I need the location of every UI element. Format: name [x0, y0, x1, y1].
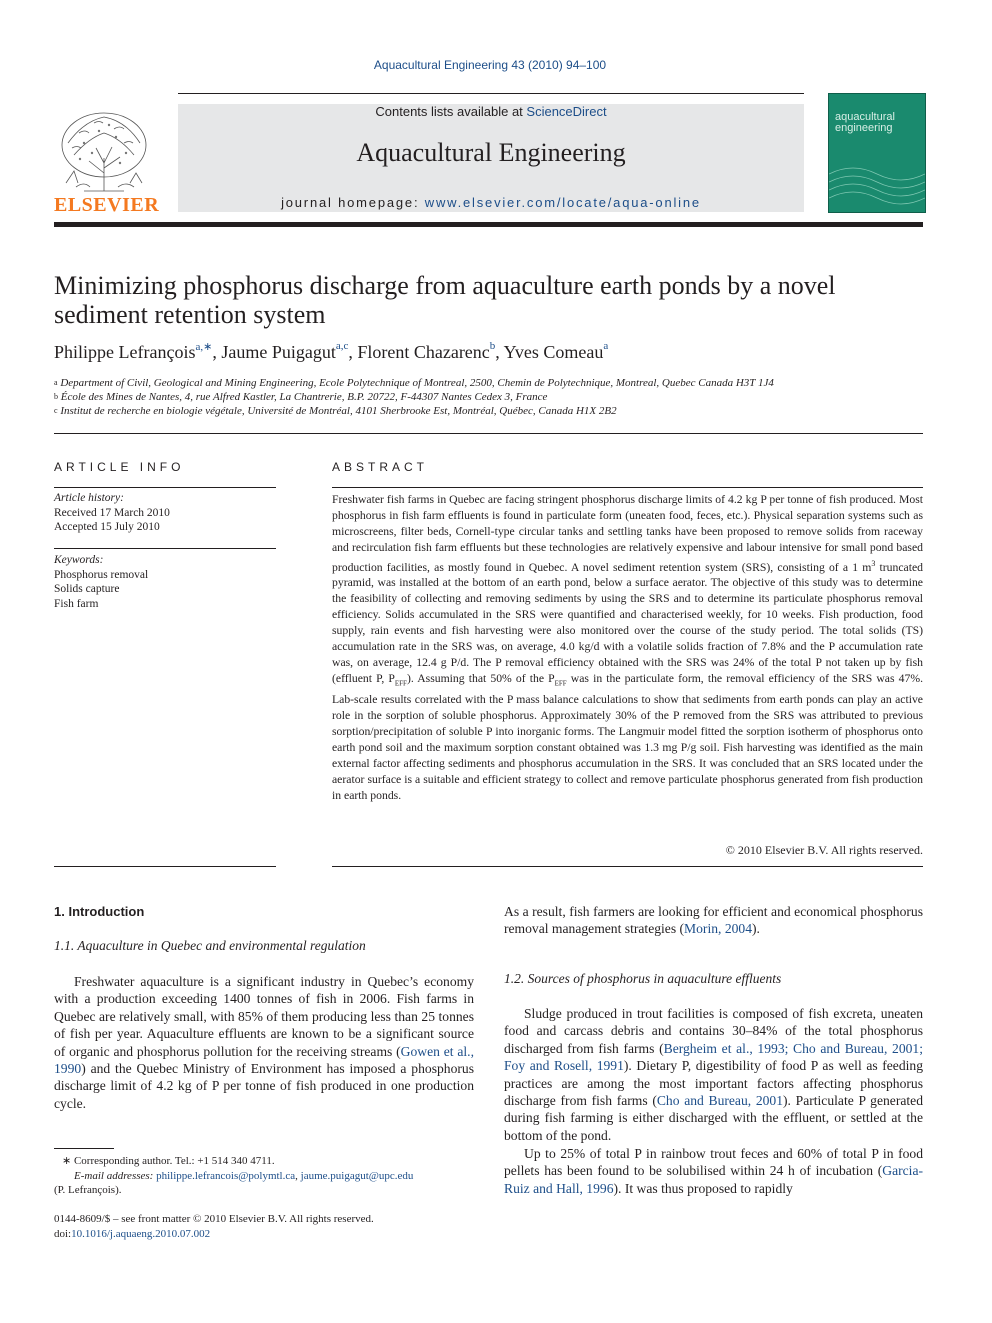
- author-separator: ,: [212, 342, 222, 362]
- banner-top-rule: [178, 93, 804, 94]
- subsection-heading-1-1: 1.1. Aquaculture in Quebec and environmental regulation: [54, 938, 366, 953]
- cover-title: [835, 112, 921, 134]
- abstract-segment: truncated pyramid, was installed at the bottom of an earth pond, below a surface aerator. The objective of this study was to determine the feasibility of collecting and removing sediments by using the SRS and to determine its particulate phosphorus removal efficiency. Solids accumulated in the SRS were quantified and characterised weekly, for 10 weeks. Fish production, food supply, rain events and fish harvesting were also monitored over the course of the study period. The total solids (TS) accumulation rate in the SRS was, on average, 4.0 kg/d with a volatile solids fraction of 7.8% and the P accumulation rate was, on average, 12.4 g P/d. The P removal efficiency obtained with the SRS was 24% of the total P not taken up by fish (effluent P, P: [332, 560, 923, 685]
- doi-label: doi:: [54, 1228, 72, 1240]
- front-matter-info: [54, 1212, 474, 1242]
- homepage-link[interactable]: www.elsevier.com/locate/aqua-online: [424, 195, 701, 210]
- paragraph-text: ). It was thus proposed to rapidly: [613, 1180, 793, 1196]
- article-info-rule: [54, 487, 276, 488]
- author-affil-marker[interactable]: a: [603, 340, 609, 352]
- issn-line: 0144-8609/$ – see front matter © 2010 Elsevier B.V. All rights reserved.: [54, 1213, 374, 1225]
- affiliation-text: Institut de recherche en biologie végétale, Université de Montréal, 4101 Sherbrooke Est, Montréal, Québec, Canada H1X 2B2: [60, 405, 617, 417]
- paragraph-text: As a result, fish farmers are looking for efficient and economical phosphorus removal management strategies (: [504, 904, 923, 937]
- contents-prefix: Contents lists available at: [375, 104, 527, 119]
- body-paragraph: [504, 1145, 923, 1197]
- body-paragraph: [504, 903, 923, 938]
- abstract-subscript: EFF: [394, 679, 407, 688]
- journal-homepage-line: [178, 195, 804, 210]
- affiliation-item: [54, 376, 923, 390]
- paragraph-text: Freshwater aquaculture is a significant industry in Quebec’s economy with a production exceeding 1400 tonnes of fish in 2006. Fish farms in Quebec are relatively small, with 85% of them producing less than 25 tonnes of fish per year. Aquaculture effluents are known to be a significant source of organic and phosphorus pollution for the receiving streams (: [54, 974, 474, 1059]
- author-affil-marker[interactable]: a,∗: [195, 341, 213, 353]
- affiliation-key: a: [54, 378, 58, 387]
- abstract-text: [332, 492, 923, 803]
- article-info-bottom-rule: [54, 866, 276, 867]
- paragraph-text: Sludge produced in trout facilities is composed of fish excreta, uneaten food and carcass debris and contains 30–84% of the total phosphorus discharged from fish farms (: [504, 1006, 923, 1056]
- author-list: [54, 342, 923, 363]
- affiliation-key: c: [54, 406, 58, 415]
- affiliation-rule: [54, 433, 923, 434]
- email-separator: ,: [295, 1169, 301, 1182]
- paragraph-text: ) and the Quebec Ministry of Environment has imposed a phosphorus discharge limit of 4.2 kg of P per tonne of fish produced in one production cycle.: [54, 1061, 474, 1111]
- abstract-subscript: EFF: [554, 679, 567, 688]
- doi-link[interactable]: 10.1016/j.aquaeng.2010.07.002: [71, 1228, 211, 1240]
- email-label: E-mail addresses:: [74, 1169, 157, 1182]
- corresponding-author-footnote: [54, 1154, 474, 1198]
- keywords-block: [54, 553, 276, 611]
- author-separator: ,: [495, 342, 504, 362]
- abstract-heading: ABSTRACT: [332, 460, 429, 474]
- author-name[interactable]: Jaume Puigagut: [221, 342, 336, 362]
- cover-title-line1: aquacultural: [835, 111, 895, 123]
- copyright-notice: © 2010 Elsevier B.V. All rights reserved.: [725, 843, 923, 857]
- article-info-heading: ARTICLE INFO: [54, 460, 185, 474]
- history-label: Article history:: [54, 492, 124, 504]
- subsection-heading-1-2: 1.2. Sources of phosphorus in aquaculture effluents: [504, 971, 782, 986]
- received-date: Received 17 March 2010: [54, 506, 170, 519]
- paragraph-text: Up to 25% of total P in rainbow trout feces and 60% of total P in food pellets has been found to be solubilised within 24 h of incubation (: [504, 1146, 923, 1179]
- affiliation-list: [54, 376, 923, 418]
- journal-reference[interactable]: Aquacultural Engineering 43 (2010) 94–100: [373, 58, 607, 72]
- paragraph-text: ). Dietary P, digestibility of food P as well as feeding practices are among the most important factors affecting phosphorus discharge from fish farms (: [504, 1058, 923, 1109]
- homepage-prefix: journal homepage:: [281, 195, 425, 210]
- footnote-rule: [54, 1148, 114, 1149]
- article-history: [54, 491, 276, 535]
- email-line: [54, 1169, 474, 1184]
- abstract-segment: was in the particulate form, the removal efficiency of the SRS was 47%. Lab-scale results correlated with the P mass balance calculations to show that sediments from earth ponds can play an active role in the sorption of soluble phosphorus. Approximately 30% of the P removed from the SRS was attributed to previous sorption/precipitation of soluble P into inorganic forms. The Langmuir model fitted the sorption isotherm of phosphorus onto earth pond soil and the maximum sorption constant obtained was 1.3 mg P/g soil. Fish harvesting was identified as the main external factor affecting sediments and phosphorus accumulation in the SRS. It was concluded that an SRS located under the aerator surface is a suitable and efficient strategy to collect and remove particulate phosphorus generated from fish production in earth ponds.: [332, 671, 923, 802]
- elsevier-wordmark: ELSEVIER: [54, 194, 160, 216]
- abstract-superscript: 3: [871, 558, 876, 568]
- author-name[interactable]: Philippe Lefrançois: [54, 342, 196, 362]
- citation-link[interactable]: Morin, 2004: [684, 921, 753, 937]
- email-link[interactable]: philippe.lefrancois@polymtl.ca: [156, 1169, 296, 1182]
- abstract-segment: Freshwater fish farms in Quebec are facing stringent phosphorus discharge limits of 4.2 kg P per tonne of fish produced. Most phosphorus in fish farm effluents is found in particulate form (uneaten food, feces, etc.). Physical separation systems such as microscreens, filter beds, Cornell-type circular tanks and settling tanks have been proposed to remove solids from raceway and recirculation fish farm effluents but these technologies are relatively expensive and labour intensive for small pond based production facilities, as mostly found in Quebec. A novel sediment retention system (SRS), consisting of a 1 m: [332, 493, 923, 574]
- email-link[interactable]: jaume.puigagut@upc.edu: [300, 1169, 414, 1182]
- accepted-date: Accepted 15 July 2010: [54, 521, 160, 533]
- journal-name: Aquacultural Engineering: [356, 138, 626, 167]
- paragraph-text: ). Particulate P generated during fish farming is either discharged with the effluent, or settled at the bottom of the pond.: [504, 1093, 924, 1143]
- article-info-rule: [54, 548, 276, 549]
- author-name[interactable]: Yves Comeau: [503, 342, 604, 362]
- abstract-bottom-rule: [332, 866, 923, 867]
- citation-link[interactable]: Cho and Bureau, 2001: [656, 1093, 784, 1109]
- doi-line: [54, 1227, 474, 1242]
- citation-link[interactable]: Gowen et al., 1990: [54, 1043, 474, 1077]
- citation-link[interactable]: Bergheim et al., 1993; Cho and Bureau, 2001; Foy and Rosell, 1991: [504, 1040, 923, 1074]
- affiliation-text: Department of Civil, Geological and Mining Engineering, Ecole Polytechnique of Montreal, 2500, Chemin de Polytechnique, Montreal, Quebec Canada H3T 1J4: [60, 377, 774, 389]
- sciencedirect-link[interactable]: ScienceDirect: [526, 104, 607, 119]
- author-name[interactable]: Florent Chazarenc: [357, 342, 490, 362]
- paragraph-text: ).: [752, 921, 760, 937]
- author-affil-marker[interactable]: a,c: [335, 340, 349, 352]
- contents-available-line: [178, 104, 804, 119]
- body-paragraph: [504, 1005, 923, 1144]
- citation-link[interactable]: Garcia-Ruiz and Hall, 1996: [504, 1163, 923, 1196]
- body-paragraph: [54, 973, 474, 1112]
- email-owner: (P. Lefrançois).: [54, 1184, 122, 1196]
- article-title: Minimizing phosphorus discharge from aquaculture earth ponds by a novel sediment retention system: [54, 271, 836, 329]
- author-affil-marker[interactable]: b: [489, 340, 496, 352]
- keyword-item: Solids capture: [54, 583, 120, 595]
- corresponding-author-line: ∗ Corresponding author. Tel.: +1 514 340 4711.: [62, 1155, 275, 1167]
- affiliation-text: École des Mines de Nantes, 4, rue Alfred Kastler, La Chantrerie, B.P. 20722, F-44307 Nantes Cedex 3, France: [60, 391, 548, 403]
- section-heading-introduction: 1. Introduction: [54, 904, 145, 919]
- keyword-item: Fish farm: [54, 597, 99, 610]
- header-thick-rule: [54, 222, 923, 227]
- author-separator: ,: [348, 342, 358, 362]
- affiliation-item: [54, 404, 923, 418]
- keywords-label: Keywords:: [54, 554, 104, 566]
- cover-wave-pattern-icon: [829, 154, 925, 212]
- cover-title-line2: engineering: [835, 122, 893, 134]
- abstract-segment: ). Assuming that 50% of the P: [406, 671, 555, 685]
- affiliation-key: b: [54, 392, 58, 401]
- keyword-item: Phosphorus removal: [54, 568, 149, 581]
- journal-cover-thumbnail[interactable]: [828, 93, 926, 213]
- abstract-rule: [332, 487, 923, 488]
- affiliation-item: [54, 390, 923, 404]
